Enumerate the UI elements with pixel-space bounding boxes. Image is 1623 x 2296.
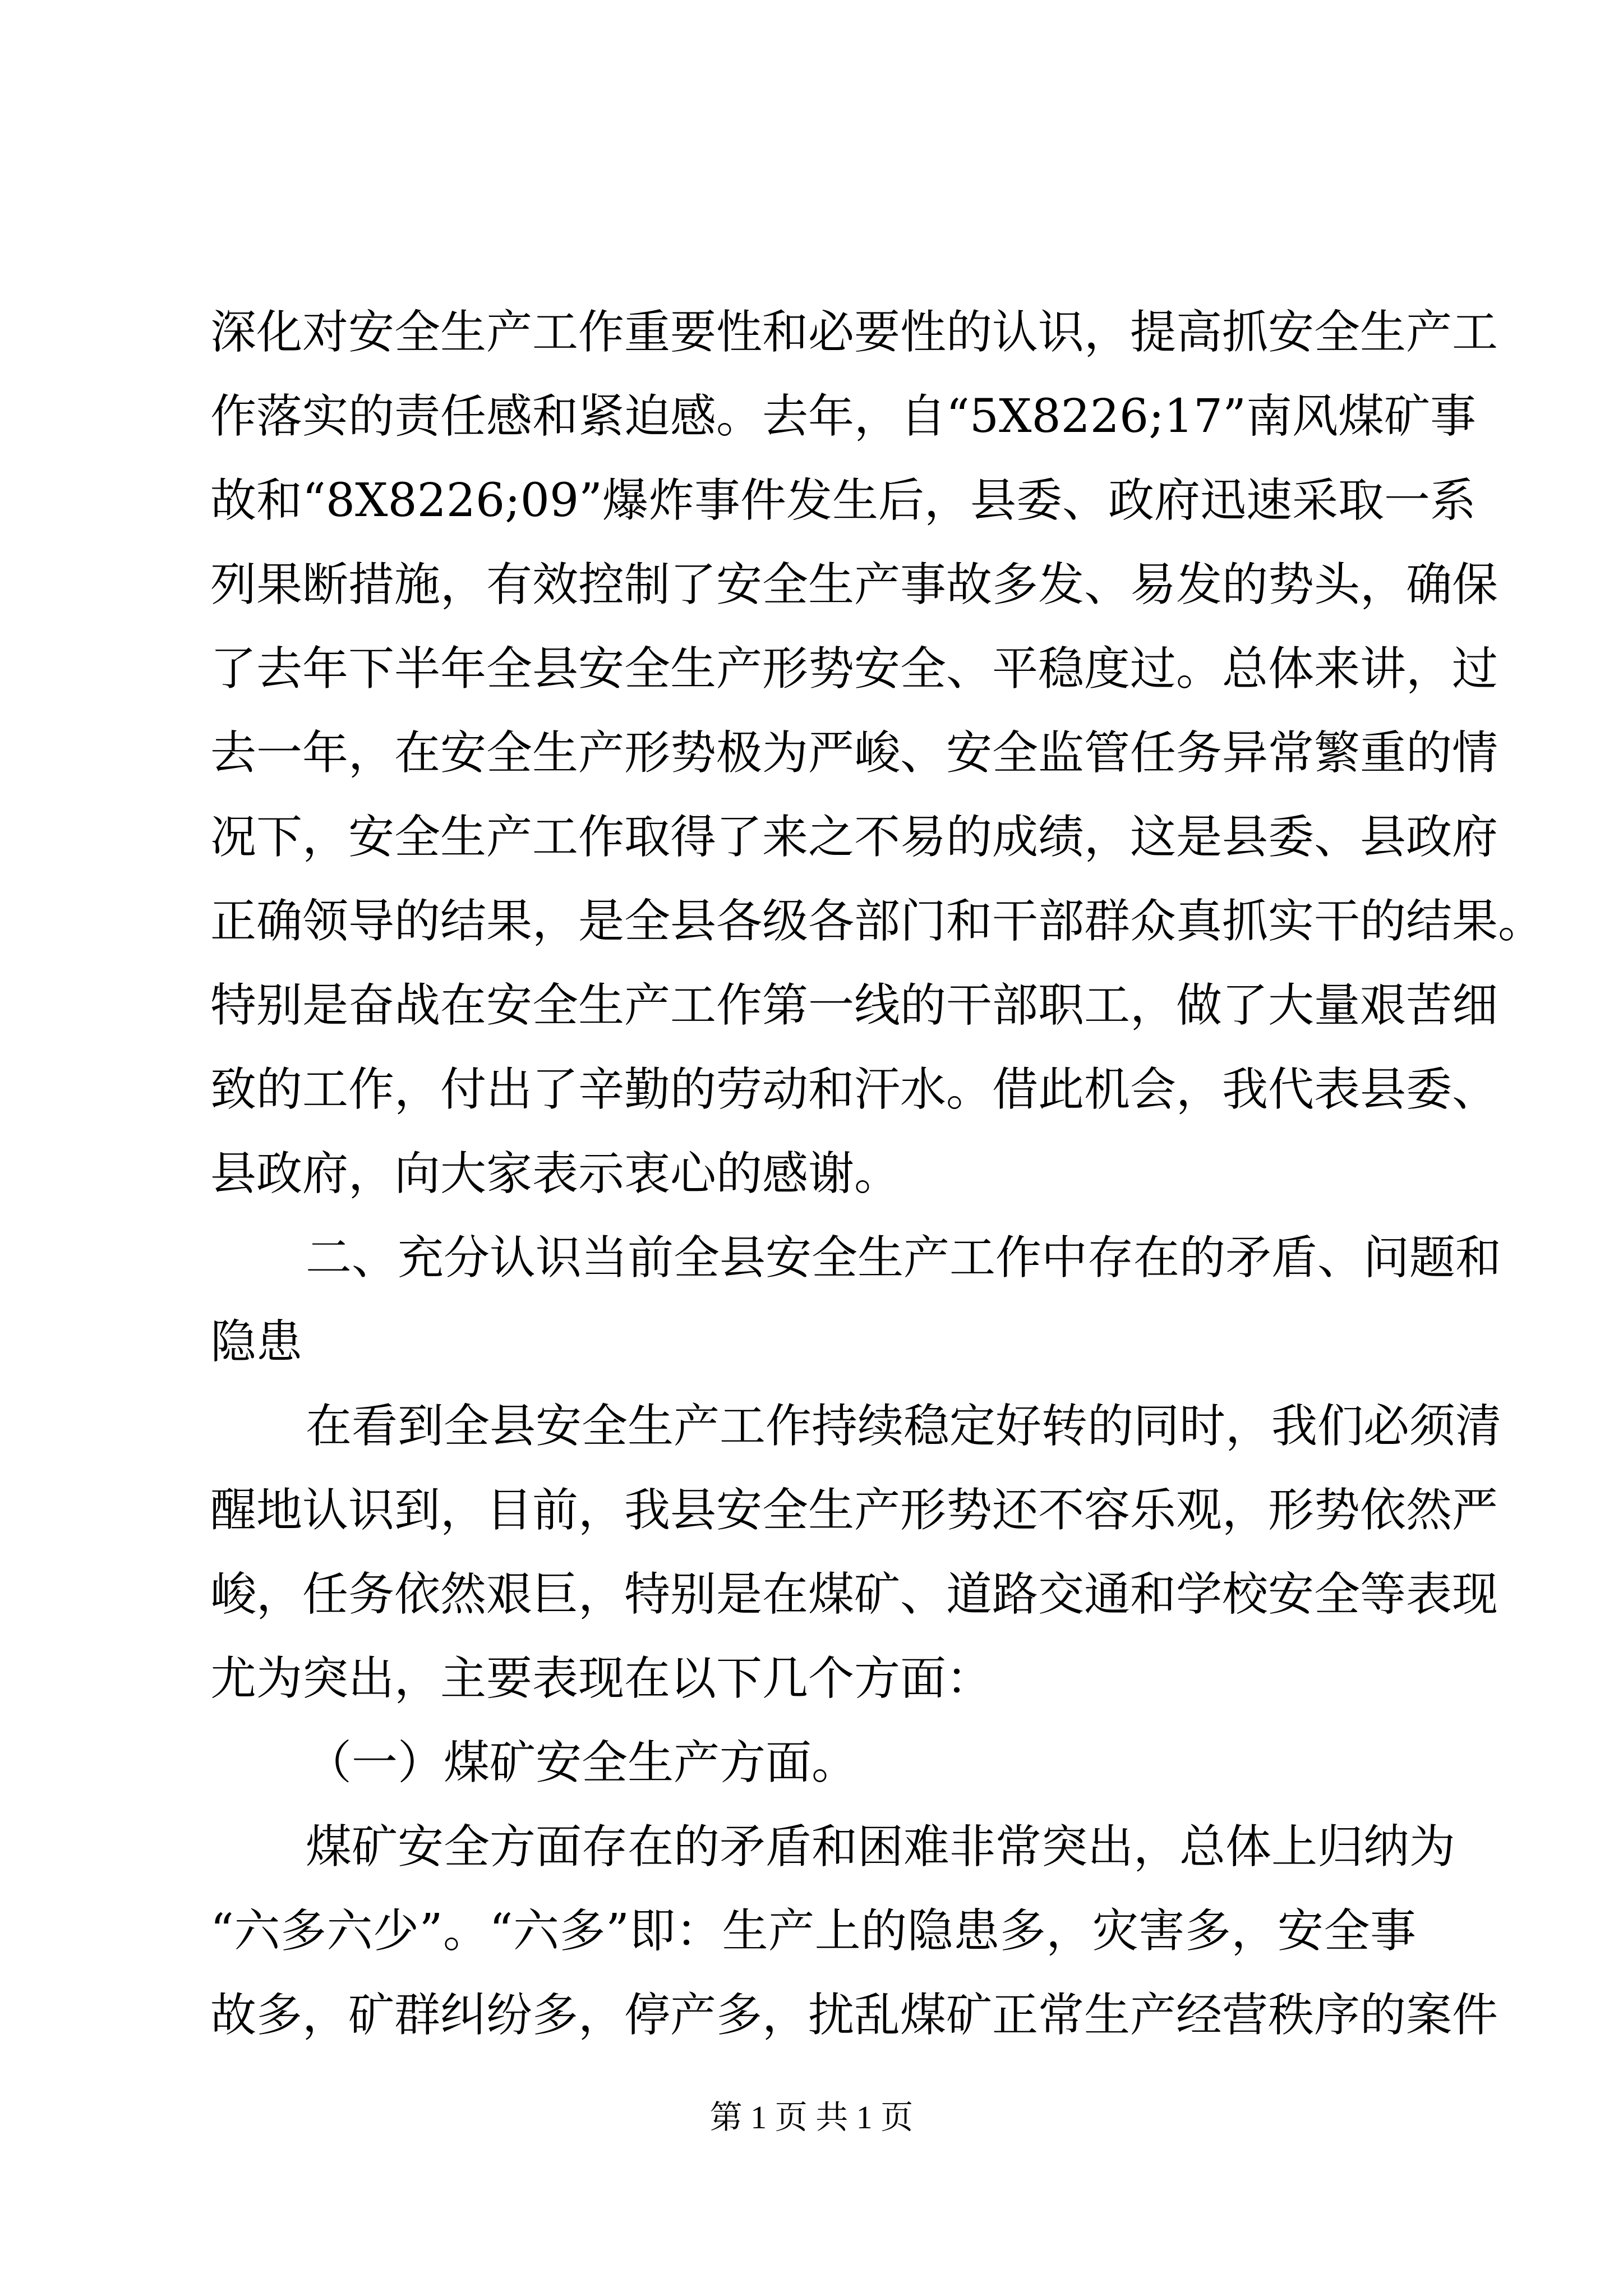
body-line-20: “六多六少”。“六多”即：生产上的隐患多，灾害多，安全事	[210, 1904, 1416, 1958]
body-line-16: 峻，任务依然艰巨，特别是在煤矿、道路交通和学校安全等表现	[210, 1568, 1498, 1621]
section-heading-line-1: 二、充分认识当前全县安全生产工作中存在的矛盾、问题和	[306, 1231, 1502, 1285]
body-line-19: 煤矿安全方面存在的矛盾和困难非常突出，总体上归纳为	[306, 1820, 1456, 1874]
body-line-2: 作落实的责任感和紧迫感。去年，自“5X8226;17”南风煤矿事	[210, 390, 1477, 443]
body-line-9: 特别是奋战在安全生产工作第一线的干部职工，做了大量艰苦细	[210, 979, 1498, 1032]
body-line-5: 了去年下半年全县安全生产形势安全、平稳度过。总体来讲，过	[210, 642, 1498, 696]
body-line-7: 况下，安全生产工作取得了来之不易的成绩，这是县委、县政府	[210, 811, 1498, 864]
body-line-10: 致的工作，付出了辛勤的劳动和汗水。借此机会，我代表县委、	[210, 1063, 1498, 1116]
body-line-3: 故和“8X8226;09”爆炸事件发生后，县委、政府迅速采取一系	[210, 474, 1477, 527]
body-line-15: 醒地认识到，目前，我县安全生产形势还不容乐观，形势依然严	[210, 1484, 1498, 1537]
subsection-heading: （一）煤矿安全生产方面。	[306, 1736, 858, 1789]
body-line-14: 在看到全县安全生产工作持续稳定好转的同时，我们必须清	[306, 1400, 1502, 1453]
body-line-11: 县政府，向大家表示衷心的感谢。	[210, 1147, 901, 1200]
body-line-8: 正确领导的结果，是全县各级各部门和干部群众真抓实干的结果。	[210, 895, 1544, 948]
body-line-1: 深化对安全生产工作重要性和必要性的认识，提高抓安全生产工	[210, 306, 1498, 359]
page-number-footer: 第 1 页 共 1 页	[709, 2099, 914, 2136]
body-line-4: 列果断措施，有效控制了安全生产事故多发、易发的势头，确保	[210, 558, 1498, 611]
section-heading-line-2: 隐患	[210, 1315, 303, 1369]
body-line-21: 故多，矿群纠纷多，停产多，扰乱煤矿正常生产经营秩序的案件	[210, 1989, 1498, 2042]
body-line-17: 尤为突出，主要表现在以下几个方面：	[210, 1652, 993, 1705]
body-line-6: 去一年，在安全生产形势极为严峻、安全监管任务异常繁重的情	[210, 726, 1498, 780]
